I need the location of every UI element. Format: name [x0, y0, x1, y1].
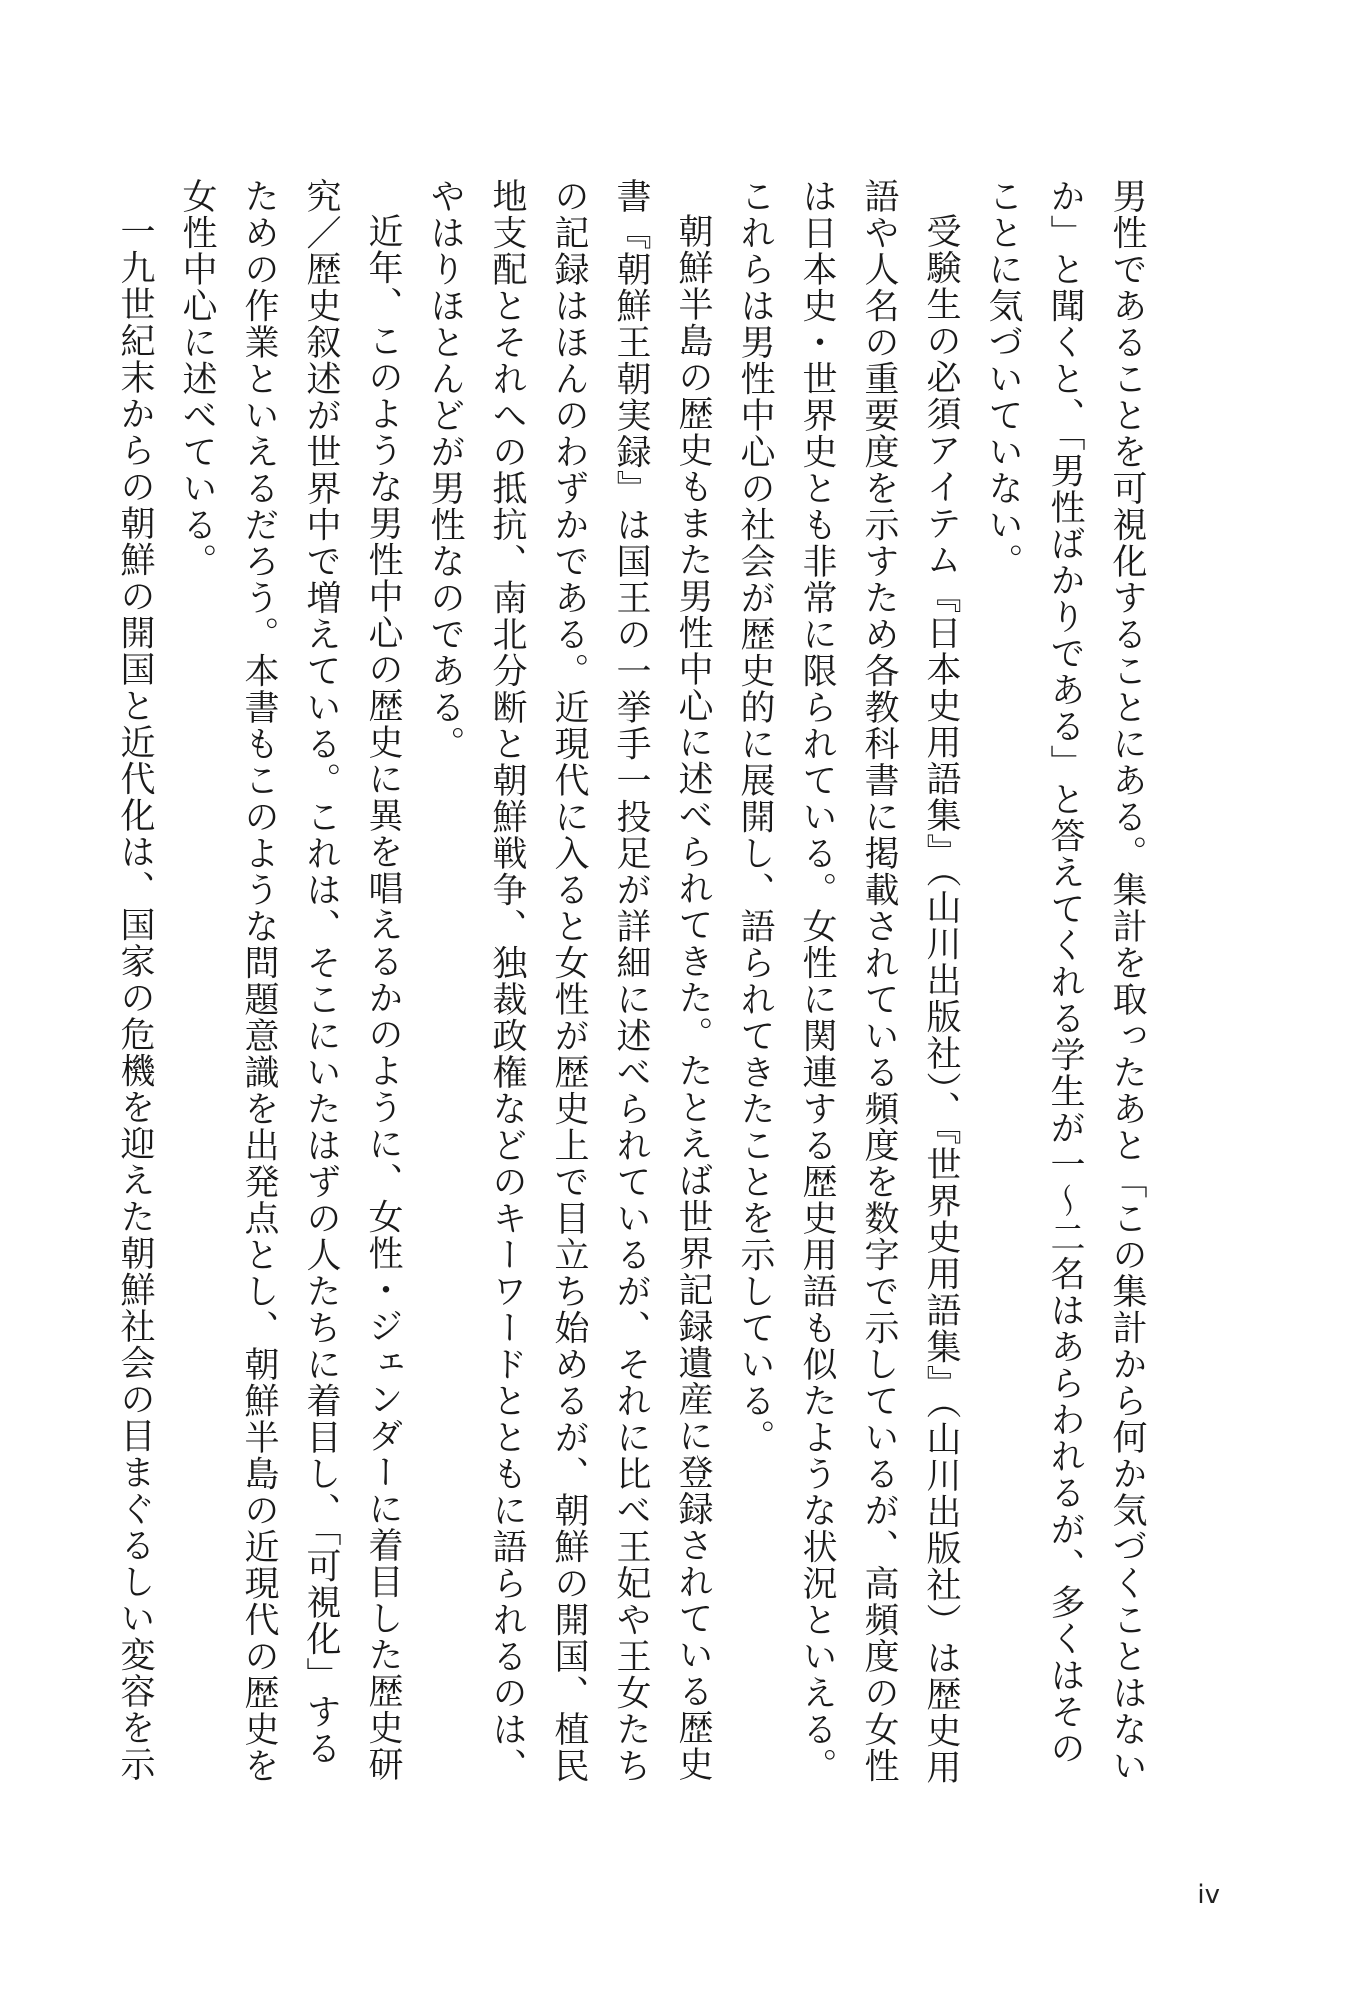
paragraph-korean-history: 朝鮮半島の歴史もまた男性中心に述べられてきた。たとえば世界記録遺産に登録されている歴史書『朝鮮王朝実録』は国王の一挙手一投足が詳細に述べられているが、それに比べ王妃や王女たちの記録はほんのわずかである。近現代に入ると女性が歴史上で目立ち始めるが、朝鮮の開国、植民地支配とそれへの抵抗、南北分断と朝鮮戦争、独裁政権などのキーワードとともに語られるのは、やはりほとんどが男性なのである。 — [425, 178, 713, 1784]
paragraph-gender-history: 近年、このような男性中心の歴史に異を唱えるかのように、女性・ジェンダーに着目した歴史研究／歴史叙述が世界中で増えている。これは、そこにいたはずの人たちに着目し、「可視化」するための作業といえるだろう。本書もこのような問題意識を出発点とし、朝鮮半島の近現代の歴史を女性中心に述べている。 — [177, 178, 403, 1784]
paragraph-history-glossary: 受験生の必須アイテム『日本史用語集』（山川出版社）、『世界史用語集』（山川出版社）は歴史用語や人名の重要度を示すため各教科書に掲載されている頻度を数字で示しているが、高頻度の女性は日本史・世界史とも非常に限られている。女性に関連する歴史用語も似たような状況といえる。これらは男性中心の社会が歴史的に展開し、語られてきたことを示している。 — [735, 178, 961, 1786]
paragraph-continued: 男性であることを可視化することにある。集計を取ったあと「この集計から何か気づくことはないか」と聞くと、「男性ばかりである」と答えてくれる学生が一〜二名はあらわれるが、多くはそのことに気づいていない。 — [983, 178, 1147, 1784]
page-number: iv — [1197, 1880, 1220, 1910]
vertical-text-body — [104, 178, 1158, 1793]
paragraph-nineteenth-century: 一九世紀末からの朝鮮の開国と近代化は、国家の危機を迎えた朝鮮社会の目まぐるしい変容を示 — [115, 213, 155, 1783]
